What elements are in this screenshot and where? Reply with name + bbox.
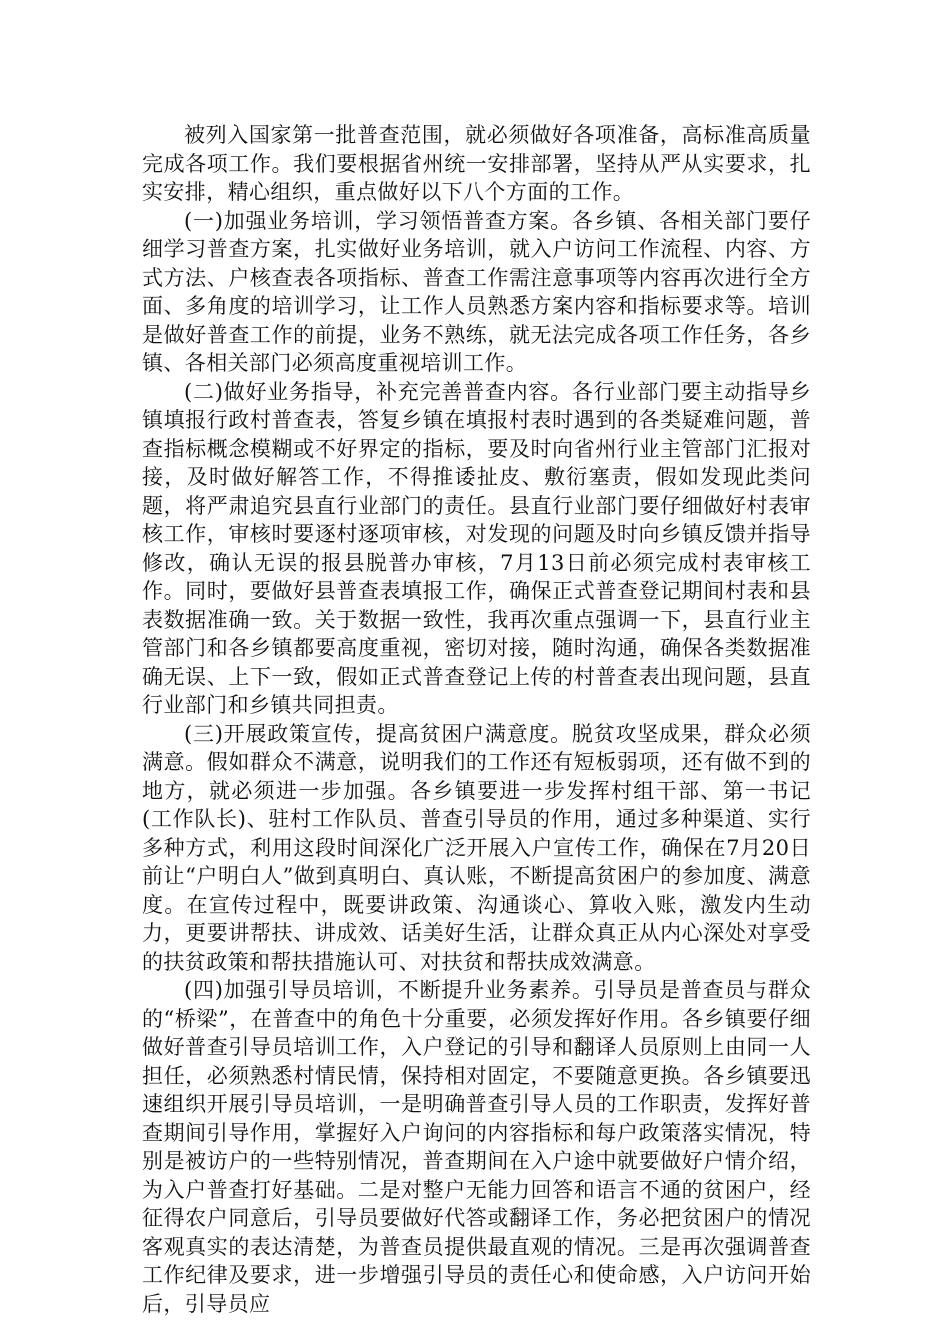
document-body [142,121,811,1318]
paragraph-section-3: (三)开展政策宣传，提高贫困户满意度。脱贫攻坚成果，群众必须满意。假如群众不满意，说明我们的工作还有短板弱项，还有做不到的地方，就必须进一步加强。各乡镇要进一步发挥村组干部、第一书记(工作队长)、驻村工作队员、普查引导员的作用，通过多种渠道、实行多种方式，利用这段时间深化广泛开展入户宣传工作，确保在7月20日前让“户明白人”做到真明白、真认账，不断提高贫困户的参加度、满意度。在宣传过程中，既要讲政策、沟通谈心、算收入账，激发内生动力，更要讲帮扶、讲成效、话美好生活，让群众真正从内心深处对享受的扶贫政策和帮扶措施认可、对扶贫和帮扶成效满意。 [142,721,811,974]
paragraph-intro: 被列入国家第一批普查范围，就必须做好各项准备，高标准高质量完成各项工作。我们要根据省州统一安排部署，坚持从严从实要求，扎实安排，精心组织，重点做好以下八个方面的工作。 [142,123,811,204]
paragraph-section-2: (二)做好业务指导，补充完善普查内容。各行业部门要主动指导乡镇填报行政村普查表，答复乡镇在填报村表时遇到的各类疑难问题，普查指标概念模糊或不好界定的指标，要及时向省州行业主管部门汇报对接，及时做好解答工作，不得推诿扯皮、敷衍塞责，假如发现此类问题，将严肃追究县直行业部门的责任。县直行业部门要仔细做好村表审核工作，审核时要逐村逐项审核，对发现的问题及时向乡镇反馈并指导修改，确认无误的报县脱普办审核，7月13日前必须完成村表审核工作。同时，要做好县普查表填报工作，确保正式普查登记期间村表和县表数据准确一致。关于数据一致性，我再次重点强调一下，县直行业主管部门和各乡镇都要高度重视，密切对接，随时沟通，确保各类数据准确无误、上下一致，假如正式普查登记上传的村普查表出现问题，县直行业部门和乡镇共同担责。 [142,379,811,717]
paragraph-section-4: (四)加强引导员培训，不断提升业务素养。引导员是普查员与群众的“桥梁”，在普查中的角色十分重要，必须发挥好作用。各乡镇要仔细做好普查引导员培训工作，入户登记的引导和翻译人员原则上由同一人担任，必须熟悉村情民情，保持相对固定，不要随意更换。各乡镇要迅速组织开展引导员培训，一是明确普查引导人员的工作职责，发挥好普查期间引导作用，掌握好入户询问的内容指标和每户政策落实情况，特别是被访户的一些特别情况，普查期间在入户途中就要做好户情介绍，为入户普查打好基础。二是对整户无能力回答和语言不通的贫困户，经征得农户同意后，引导员要做好代答或翻译工作，务必把贫困户的情况客观真实的表达清楚，为普查员提供最直观的情况。三是再次强调普查工作纪律及要求，进一步增强引导员的责任心和使命感，入户访问开始后，引导员应 [142,978,811,1316]
paragraph-section-1: (一)加强业务培训，学习领悟普查方案。各乡镇、各相关部门要仔细学习普查方案，扎实做好业务培训，就入户访问工作流程、内容、方式方法、户核查表各项指标、普查工作需注意事项等内容再次进行全方面、多角度的培训学习，让工作人员熟悉方案内容和指标要求等。培训是做好普查工作的前提，业务不熟练，就无法完成各项工作任务，各乡镇、各相关部门必须高度重视培训工作。 [142,208,811,375]
